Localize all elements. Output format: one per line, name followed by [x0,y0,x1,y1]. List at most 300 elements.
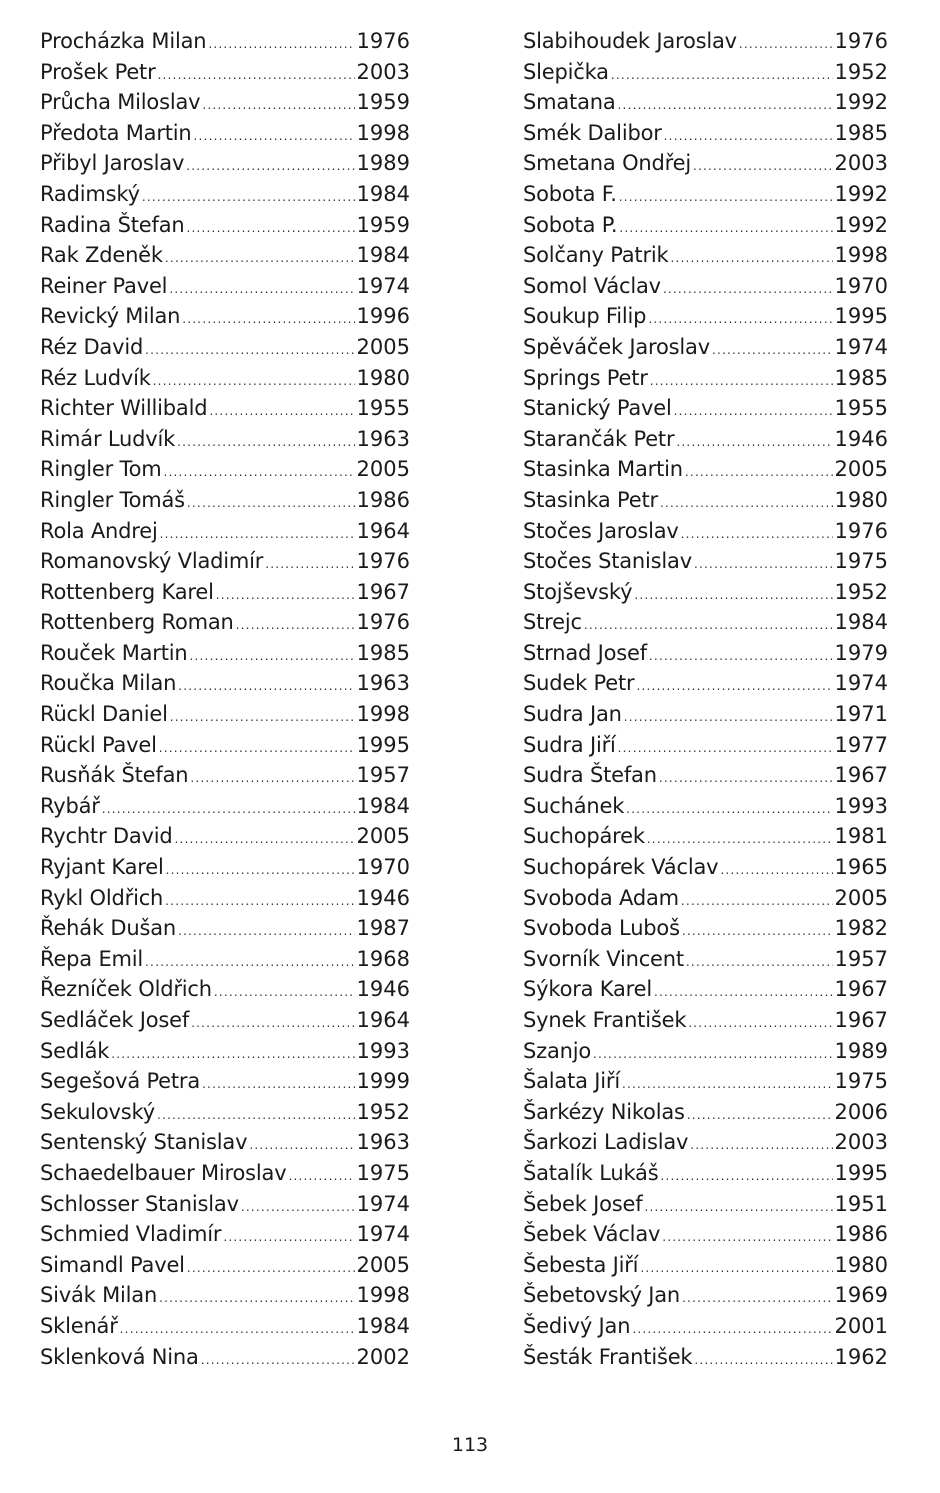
entry-year: 2003 [834,151,888,176]
dot-leader [611,60,833,91]
list-item [40,1219,410,1250]
entry-name: Sedláček Josef [40,1008,190,1032]
list-item [523,852,888,883]
dot-leader [659,763,833,794]
list-item [523,668,888,699]
entry-name: Šebek Václav [523,1222,661,1247]
dot-leader [671,243,833,274]
entry-year: 2003 [356,59,410,84]
entry-year: 2005 [834,885,888,910]
entry-name: Sudra Štefan [523,763,657,788]
entry-year: 2006 [834,1099,888,1124]
list-item [523,607,888,638]
dot-leader [618,733,833,764]
list-item [40,730,410,761]
list-item [40,57,410,88]
dot-leader [166,855,355,886]
entry-name: Šebetovský Jan [523,1283,681,1308]
list-item [523,179,888,210]
entry-name: Strnad Josef [523,640,647,665]
dot-leader [182,304,354,335]
entry-year: 1981 [834,824,888,849]
dot-leader [681,886,833,917]
entry-name: Simandl Pavel [40,1252,185,1277]
list-item [523,118,888,149]
dot-leader [644,1192,832,1223]
entry-year: 1959 [356,212,410,237]
list-item [523,1097,888,1128]
dot-leader [649,641,833,672]
entry-name: Radimský [40,181,140,206]
entry-name: Smék Dalibor [523,120,662,145]
list-item [40,485,410,516]
entry-name: Rückl Daniel [40,702,168,727]
dot-leader [624,702,833,733]
entry-name: Sýkora Karel [523,977,652,1002]
entry-name: Řehák Dušan [40,916,176,941]
entry-year: 1974 [834,671,888,696]
entry-year: 1992 [834,90,888,115]
list-item [523,363,888,394]
list-item [40,852,410,883]
list-item [523,1342,888,1373]
dot-leader [208,29,354,60]
dot-leader [647,824,833,855]
entry-year: 1968 [356,946,410,971]
dot-leader [177,427,354,458]
list-item [40,546,410,577]
list-item [40,271,410,302]
entry-name: Solčany Patrik [523,243,669,268]
dot-leader [170,702,355,733]
dot-leader [178,916,355,947]
list-item [40,1036,410,1067]
dot-leader [584,610,833,641]
entry-year: 1989 [834,1038,888,1063]
list-item [523,1280,888,1311]
entry-name: Sklenář [40,1313,118,1338]
entry-name: Šalata Jiří [523,1069,620,1094]
dot-leader [288,1161,354,1192]
list-item [523,1219,888,1250]
entry-year: 2002 [356,1344,410,1369]
entry-name: Řepa Emil [40,946,144,971]
entry-year: 1971 [834,702,888,727]
entry-year: 1975 [834,549,888,574]
dot-leader [685,457,833,488]
entry-year: 1946 [356,977,410,1002]
list-item [40,454,410,485]
dot-leader [687,1100,833,1131]
entry-year: 1995 [834,1160,888,1185]
list-item [523,210,888,241]
dot-leader [688,1008,832,1039]
entry-name: Přibyl Jaroslav [40,151,185,176]
dot-leader [676,427,832,458]
entry-name: Schlosser Stanislav [40,1191,239,1216]
entry-name: Procházka Milan [40,29,207,53]
entry-name: Šebesta Jiří [523,1252,639,1277]
dot-leader [186,151,354,182]
dot-leader [636,671,832,702]
list-item [523,1311,888,1342]
dot-leader [660,488,833,519]
entry-year: 1976 [356,29,410,53]
dot-leader [159,1283,354,1314]
entry-year: 1974 [356,1191,410,1216]
entry-year: 1957 [356,763,410,788]
entry-year: 1951 [834,1191,888,1216]
list-item [523,883,888,914]
entry-name: Stasinka Martin [523,457,683,482]
entry-year: 1974 [356,1222,410,1247]
entry-name: Průcha Miloslav [40,90,201,115]
dot-leader [223,1222,354,1253]
entry-year: 1963 [356,671,410,696]
entry-name: Rychtr David [40,824,173,849]
entry-name: Ringler Tomáš [40,487,185,512]
entry-name: Svoboda Adam [523,885,679,910]
entry-name: Roučka Milan [40,671,177,696]
entry-year: 1989 [356,151,410,176]
dot-leader [190,641,355,672]
entry-year: 1946 [834,426,888,451]
dot-leader [648,304,832,335]
dot-leader [160,519,355,550]
entry-year: 1979 [834,640,888,665]
entry-name: Slepička [523,59,609,84]
entry-name: Stočes Stanislav [523,549,692,574]
entry-year: 1952 [834,579,888,604]
list-item [523,454,888,485]
entry-year: 2001 [834,1313,888,1338]
list-item [523,332,888,363]
dot-leader [165,243,355,274]
list-item [40,210,410,241]
list-item [40,760,410,791]
entry-name: Strejc [523,610,582,635]
entry-name: Réz David [40,334,144,359]
list-item [523,485,888,516]
entry-name: Somol Václav [523,273,661,298]
entry-name: Sivák Milan [40,1283,158,1308]
list-item [40,791,410,822]
dot-leader [249,1130,354,1161]
dot-leader [190,763,354,794]
entry-year: 1982 [834,916,888,941]
entry-year: 1998 [356,1283,410,1308]
entry-name: Smatana [523,90,616,115]
list-item [523,1158,888,1189]
list-item [40,1280,410,1311]
list-item [523,1005,888,1036]
dot-leader [663,274,833,305]
dot-leader [693,151,833,182]
dot-leader [216,580,355,611]
entry-name: Stasinka Petr [523,487,658,512]
left-name-column [40,26,410,1372]
list-item [523,271,888,302]
entry-name: Slabihoudek Jaroslav [523,29,737,53]
entry-year: 1976 [834,29,888,53]
entry-name: Suchopárek [523,824,645,849]
dot-leader [682,916,833,947]
entry-name: Sudra Jiří [523,732,616,757]
dot-leader [622,1069,833,1100]
list-item [523,760,888,791]
list-item [40,118,410,149]
entry-name: Stanický Pavel [523,396,672,421]
entry-name: Springs Petr [523,365,648,390]
list-item [523,791,888,822]
dot-leader [634,580,832,611]
entry-year: 1995 [356,732,410,757]
list-item [523,1066,888,1097]
dot-leader [682,1283,833,1314]
dot-leader [694,549,833,580]
entry-name: Svoboda Luboš [523,916,680,941]
entry-name: Spěváček Jaroslav [523,334,710,359]
entry-name: Sekulovský [40,1099,155,1124]
entry-name: Radina Štefan [40,212,185,237]
dot-leader [187,488,355,519]
dot-leader [618,90,833,121]
entry-name: Rak Zdeněk [40,243,163,268]
entry-name: Řezníček Oldřich [40,977,212,1002]
entry-year: 1976 [834,518,888,543]
entry-year: 1952 [356,1099,410,1124]
list-item [523,301,888,332]
list-item [523,57,888,88]
entry-year: 1970 [356,855,410,880]
dot-leader [632,1314,832,1345]
entry-year: 1946 [356,885,410,910]
list-item [40,1189,410,1220]
dot-leader [660,1161,832,1192]
entry-name: Šebek Josef [523,1191,643,1216]
entry-year: 1970 [834,273,888,298]
entry-year: 1998 [834,243,888,268]
list-item [523,699,888,730]
entry-year: 1955 [356,396,410,421]
entry-year: 1986 [356,487,410,512]
list-item [40,393,410,424]
entry-year: 1965 [834,855,888,880]
entry-name: Prošek Petr [40,59,156,84]
list-item [523,516,888,547]
entry-name: Ringler Tom [40,457,162,482]
entry-name: Rimár Ludvík [40,426,176,451]
entry-year: 1963 [356,426,410,451]
dot-leader [202,1069,355,1100]
entry-name: Schmied Vladimír [40,1222,222,1247]
list-item [40,148,410,179]
list-item [523,87,888,118]
list-item [523,546,888,577]
list-item [523,424,888,455]
dot-leader [201,1345,355,1376]
dot-leader [145,947,355,978]
list-item [523,1127,888,1158]
dot-leader [650,366,833,397]
list-item [40,974,410,1005]
entry-year: 1955 [834,396,888,421]
list-item [40,87,410,118]
list-item [40,577,410,608]
entry-name: Šedivý Jan [523,1313,631,1338]
dot-leader [619,213,832,244]
list-item [523,26,888,57]
dot-leader [694,1345,832,1376]
entry-year: 1977 [834,732,888,757]
dot-leader [175,824,355,855]
right-name-column [523,26,888,1372]
dot-leader [712,335,833,366]
entry-name: Stojševský [523,579,633,604]
dot-leader [164,457,355,488]
dot-leader [178,671,354,702]
entry-name: Rusňák Štefan [40,763,189,788]
entry-year: 1984 [356,1313,410,1338]
entry-year: 1986 [834,1222,888,1247]
list-item [523,1036,888,1067]
entry-year: 1987 [356,916,410,941]
list-item [40,607,410,638]
entry-year: 1964 [356,518,410,543]
entry-year: 1980 [356,365,410,390]
list-item [523,638,888,669]
dot-leader [662,1222,832,1253]
entry-year: 1974 [356,273,410,298]
entry-year: 2005 [356,824,410,849]
list-item [523,393,888,424]
list-item [40,638,410,669]
entry-name: Schaedelbauer Miroslav [40,1160,287,1185]
dot-leader [120,1314,355,1345]
entry-name: Soukup Filip [523,304,647,329]
dot-leader [169,274,354,305]
entry-year: 1985 [834,365,888,390]
entry-name: Sobota P. [523,212,618,237]
list-item [40,26,410,57]
dot-leader [593,1039,833,1070]
entry-name: Předota Martin [40,120,192,145]
dot-leader [686,947,833,978]
entry-year: 1984 [356,243,410,268]
dot-leader [739,29,833,60]
entry-name: Rouček Martin [40,640,188,665]
list-item [40,821,410,852]
entry-year: 1967 [834,1008,888,1032]
entry-year: 1996 [356,304,410,329]
entry-name: Šesták František [523,1344,693,1369]
dot-leader [674,396,833,427]
entry-year: 1962 [834,1344,888,1369]
entry-year: 1992 [834,181,888,206]
list-item [40,883,410,914]
dot-leader [158,60,355,91]
dot-leader [209,396,354,427]
entry-year: 2005 [356,1252,410,1277]
dot-leader [102,794,355,825]
entry-name: Šarkézy Nikolas [523,1099,685,1124]
entry-year: 2005 [356,334,410,359]
dot-leader [153,366,355,397]
dot-leader [194,121,355,152]
entry-name: Rottenberg Roman [40,610,234,635]
entry-year: 1985 [834,120,888,145]
dot-leader [664,121,833,152]
list-item [523,974,888,1005]
list-item [523,730,888,761]
entry-year: 1969 [834,1283,888,1308]
entry-year: 1975 [834,1069,888,1094]
entry-year: 1975 [356,1160,410,1185]
entry-year: 1993 [834,793,888,818]
dot-leader [690,1130,832,1161]
entry-year: 1963 [356,1130,410,1155]
dot-leader [720,855,832,886]
entry-year: 1959 [356,90,410,115]
list-item [40,240,410,271]
dot-leader [165,886,354,917]
entry-year: 2005 [834,457,888,482]
dot-leader [142,182,355,213]
entry-name: Smetana Ondřej [523,151,691,176]
entry-name: Rottenberg Karel [40,579,214,604]
dot-leader [191,1008,354,1039]
entry-name: Sobota F. [523,181,617,206]
list-item [40,913,410,944]
list-item [40,332,410,363]
entry-name: Stočes Jaroslav [523,518,679,543]
dot-leader [202,90,354,121]
list-item [40,1342,410,1373]
entry-name: Sentenský Stanislav [40,1130,248,1155]
dot-leader [145,335,354,366]
list-item [40,944,410,975]
entry-name: Ryjant Karel [40,855,164,880]
entry-year: 1980 [834,487,888,512]
entry-year: 1984 [356,181,410,206]
entry-year: 1995 [834,304,888,329]
entry-name: Richter Willibald [40,396,208,421]
entry-name: Sudek Petr [523,671,635,696]
list-item [523,1250,888,1281]
dot-leader [111,1039,354,1070]
list-item [523,577,888,608]
entry-year: 1967 [834,763,888,788]
list-item [40,516,410,547]
entry-name: Rola Andrej [40,518,158,543]
entry-year: 1967 [356,579,410,604]
entry-year: 1957 [834,946,888,971]
dot-leader [681,519,833,550]
entry-name: Revický Milan [40,304,181,329]
entry-year: 1964 [356,1008,410,1032]
list-item [40,1097,410,1128]
entry-name: Rykl Oldřich [40,885,164,910]
dot-leader [159,733,355,764]
entry-name: Romanovský Vladimír [40,549,264,574]
entry-year: 1992 [834,212,888,237]
dot-leader [187,1253,355,1284]
dot-leader [265,549,354,580]
dot-leader [214,977,355,1008]
list-item [523,821,888,852]
entry-name: Reiner Pavel [40,273,168,298]
list-item [523,1189,888,1220]
